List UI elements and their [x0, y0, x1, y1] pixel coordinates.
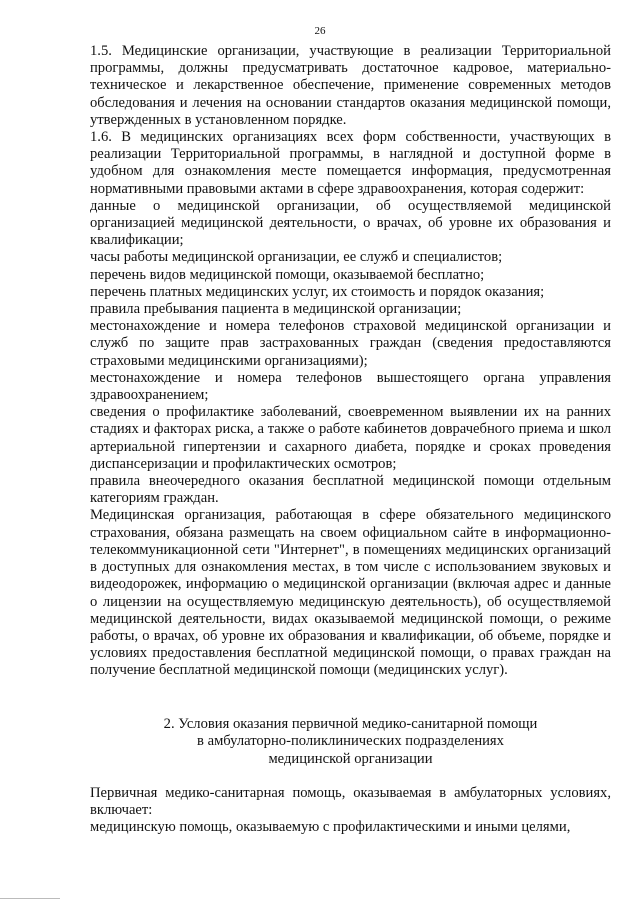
section-heading-line-3: медицинской организации	[268, 750, 433, 767]
list-item-patient-rules: правила пребывания пациента в медицинской организации;	[90, 301, 462, 318]
scan-edge-mark	[0, 898, 60, 899]
section-heading-line-1: 2. Условия оказания первичной медико-санитарной помощи	[163, 716, 538, 732]
list-item-prevention-info: сведения о профилактике заболеваний, своевременном выявлении их на ранних стадиях и факторах риска, а также о работе кабинетов доврачебного приема и школ артериальной гипертензии и сахарного диабета, порядке и сроках проведения диспансеризации и профилактических осмотров;	[90, 404, 611, 472]
paragraph-website-obligation: Медицинская организация, работающая в сфере обязательного медицинского страхования, обязана размещать на своем официальном сайте в информационно-телекоммуникационной сети "Интернет", в помещениях медицинских организаций в доступных для ознакомления местах, в том числе с использованием звуковых и видеодорожек, информацию о медицинской организации (включая адрес и данные о лицензии на осуществляемую медицинскую деятельность), об осуществляемой медицинской деятельности, видах оказываемой медицинской помощи, о режиме работы, о врачах, об уровне их образования и квалификации, об объеме, порядке и условиях предоставления бесплатной медицинской помощи, о правах граждан на получение бесплатной медицинской помощи (медицинских услуг).	[90, 507, 611, 679]
paragraph-1-5: 1.5. Медицинские организации, участвующие в реализации Территориальной программы, должны предусматривать достаточное кадровое, материально-техническое и лекарственное обеспечение, применение современных методов обследования и лечения на основании стандартов оказания медицинской помощи, утвержденных в установленном порядке.	[90, 43, 611, 128]
paragraph-preventive-care: медицинскую помощь, оказываемую с профилактическими и иными целями,	[90, 819, 571, 836]
list-item-working-hours: часы работы медицинской организации, ее служб и специалистов;	[90, 249, 503, 266]
document-body	[90, 43, 611, 680]
document-body-continued	[90, 785, 611, 837]
list-item-org-data: данные о медицинской организации, об осуществляемой медицинской организацией медицинской деятельности, о врачах, об уровне их образования и квалификации;	[90, 197, 611, 249]
page-number: 26	[314, 25, 326, 37]
list-item-paid-services: перечень платных медицинских услуг, их стоимость и порядок оказания;	[90, 283, 545, 300]
section-heading	[90, 716, 611, 768]
list-item-free-care-types: перечень видов медицинской помощи, оказываемой бесплатно;	[90, 266, 485, 283]
list-item-priority-care-rules: правила внеочередного оказания бесплатной медицинской помощи отдельным категориям граждан.	[90, 473, 611, 507]
paragraph-primary-care: Первичная медико-санитарная помощь, оказываемая в амбулаторных условиях, включает:	[90, 785, 611, 819]
list-item-authority-contacts: местонахождение и номера телефонов вышестоящего органа управления здравоохранением;	[90, 369, 611, 404]
list-item-insurer-contacts: местонахождение и номера телефонов страховой медицинской организации и служб по защите прав застрахованных граждан (сведения предоставляются страховыми медицинскими организациями);	[90, 318, 611, 369]
section-heading-line-2: в амбулаторно-поликлинических подразделениях	[197, 733, 504, 750]
paragraph-1-6: 1.6. В медицинских организациях всех форм собственности, участвующих в реализации Территориальной программы, в наглядной и доступной форме в удобном для ознакомления месте помещается информация, предусмотренная нормативными правовыми актами в сфере здравоохранения, которая содержит:	[90, 129, 611, 197]
